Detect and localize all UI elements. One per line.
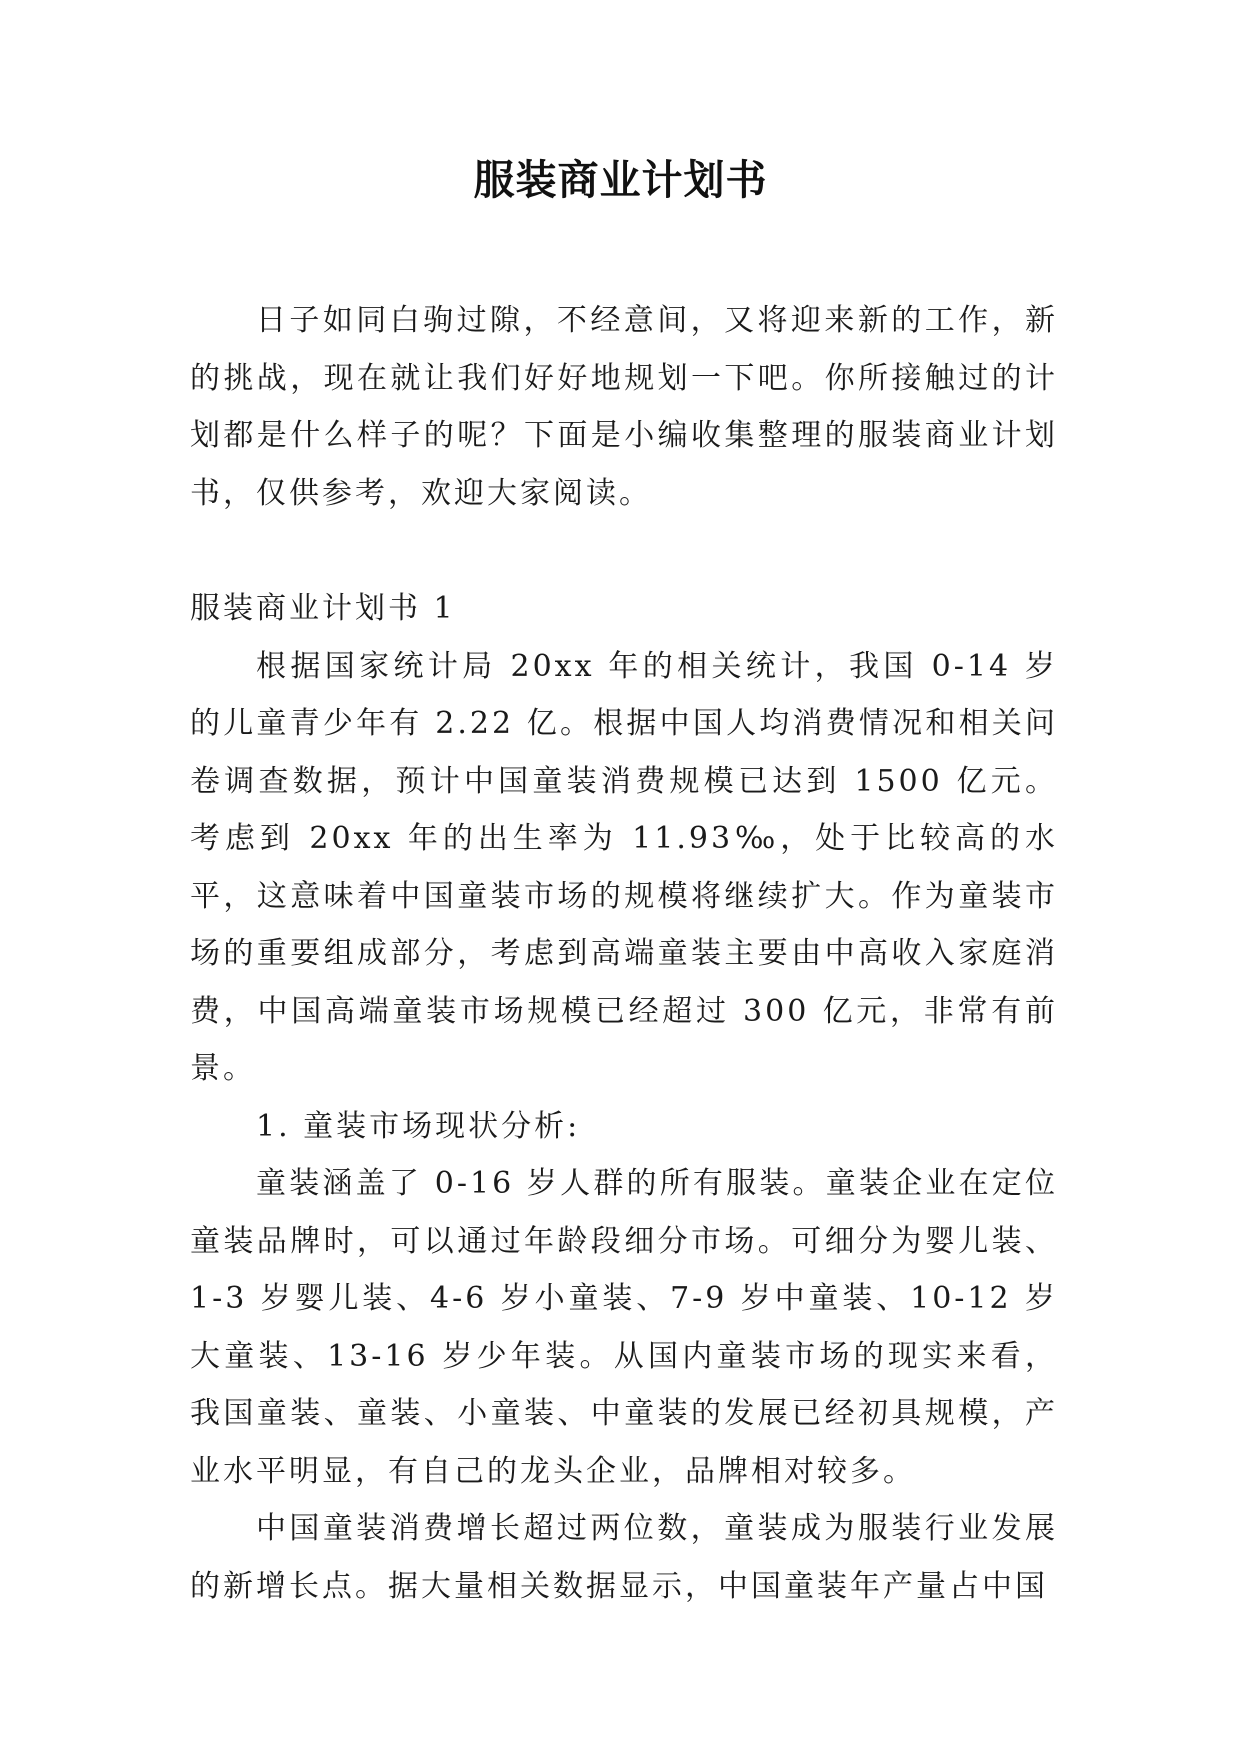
body-paragraph: 中国童装消费增长超过两位数，童装成为服装行业发展的新增长点。据大量相关数据显示，中国童装年产量占中国	[190, 1511, 1058, 1604]
body-paragraph: 根据国家统计局 20xx 年的相关统计，我国 0-14 岁的儿童青少年有 2.22 亿。根据中国人均消费情况和相关问卷调查数据，预计中国童装消费规模已达到 1500 亿元。考虑到 20xx 年的出生率为 11.93‰，处于比较高的水平，这意味着中国童装市场的规模将继续扩大。作为童装市场的重要组成部分，考虑到高端童装主要由中高收入家庭消费，中国高端童装市场规模已经超过 300 亿元，非常有前景。	[190, 648, 1058, 1086]
subsection-heading: 1. 童装市场现状分析:	[256, 1108, 581, 1144]
body-paragraph: 童装涵盖了 0-16 岁人群的所有服装。童装企业在定位童装品牌时，可以通过年龄段细分市场。可细分为婴儿装、1-3 岁婴儿装、4-6 岁小童装、7-9 岁中童装、10-12 岁大童装、13-16 岁少年装。从国内童装市场的现实来看，我国童装、童装、小童装、中童装的发展已经初具规模，产业水平明显，有自己的龙头企业，品牌相对较多。	[190, 1166, 1058, 1489]
section-heading: 服装商业计划书 1	[190, 591, 456, 626]
intro-paragraph: 日子如同白驹过隙，不经意间，又将迎来新的工作，新的挑战，现在就让我们好好地规划一下吧。你所接触过的计划都是什么样子的呢？下面是小编收集整理的服装商业计划书，仅供参考，欢迎大家阅读。	[190, 303, 1058, 511]
document-title: 服装商业计划书	[473, 156, 768, 204]
document-body	[190, 292, 1058, 1615]
